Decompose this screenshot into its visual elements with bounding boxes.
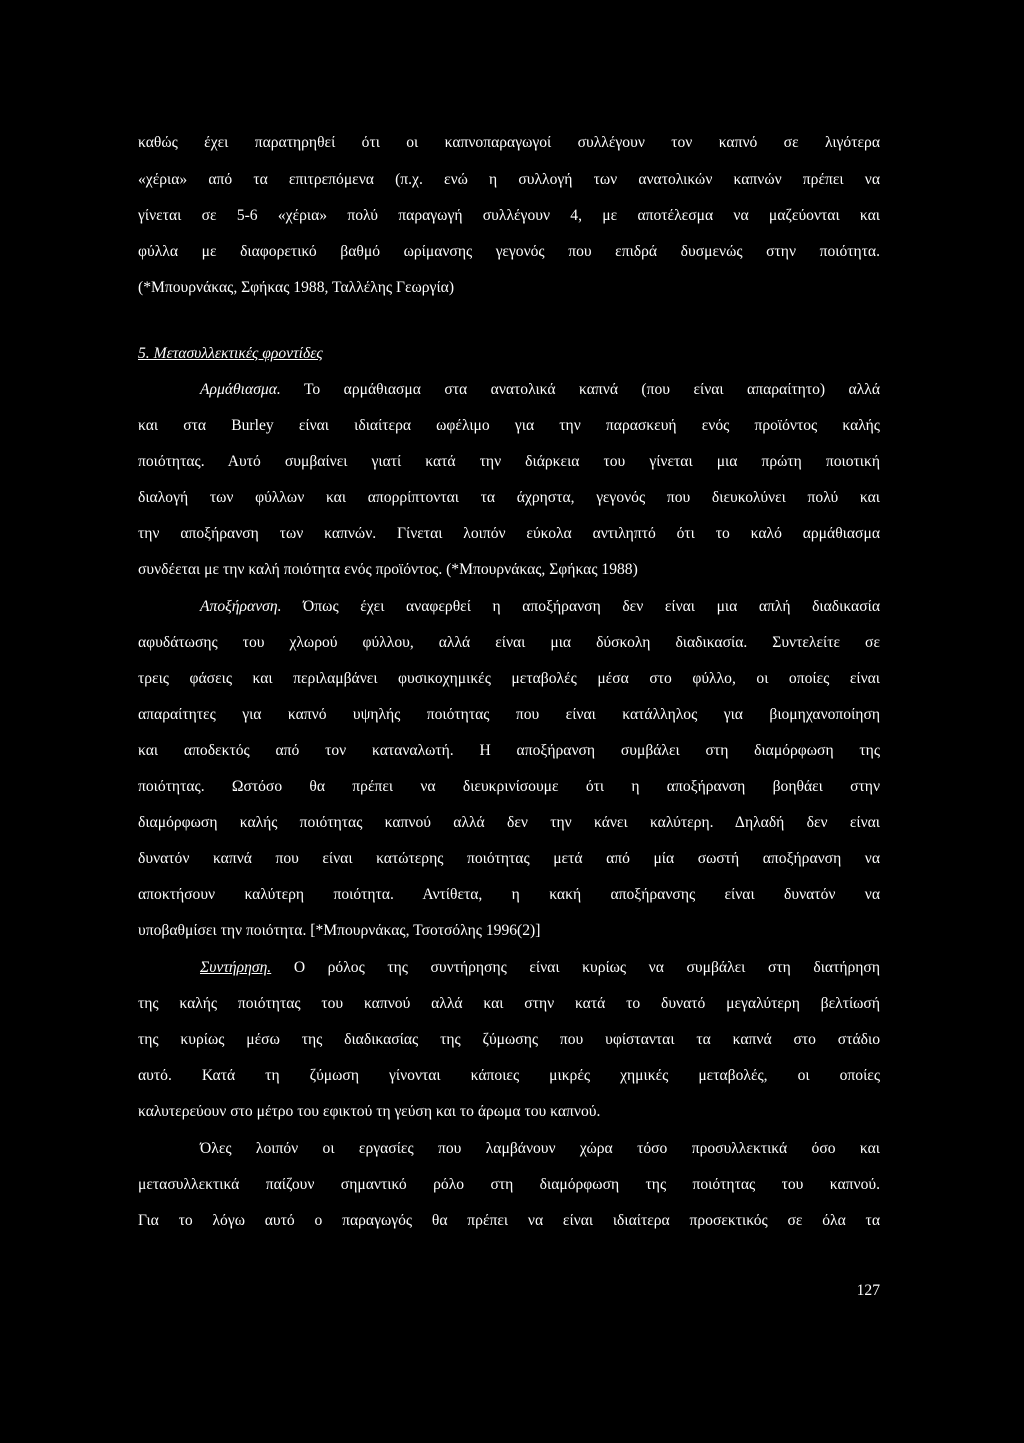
paragraph-line: ποιότητας. Αυτό συμβαίνει γιατί κατά την διάρκεια του γίνεται μια πρώτη ποιοτική bbox=[138, 453, 880, 470]
subsection-term: Συντήρηση. bbox=[200, 959, 272, 976]
citation: (*Μπουρνάκας, Σφήκας 1988, Ταλλέλης Γεωργία) bbox=[138, 279, 455, 296]
subsection-text: Ο ρόλος της συντήρησης είναι κυρίως να συμβάλει στη διατήρηση bbox=[293, 959, 880, 976]
paragraph-line: της κυρίως μέσω της διαδικασίας της ζύμωσης που υφίστανται τα καπνά στο στάδιο bbox=[138, 1031, 880, 1048]
paragraph-line: απαραίτητες για καπνό υψηλής ποιότητας που είναι κατάλληλος για βιομηχανοποίηση bbox=[138, 706, 880, 723]
paragraph-line: Όλες λοιπόν οι εργασίες που λαμβάνουν χώρα τόσο προσυλλεκτικά όσο και bbox=[200, 1140, 880, 1157]
paragraph-line: διαμόρφωση καλής ποιότητας καπνού αλλά δεν την κάνει καλύτερη. Δηλαδή δεν είναι bbox=[138, 814, 880, 831]
paragraph-line: και αποδεκτός από τον καταναλωτή. Η αποξήρανση συμβάλει στη διαμόρφωση της bbox=[138, 742, 880, 759]
paragraph-line: ποιότητας. Ωστόσο θα πρέπει να διευκρινίσουμε ότι η αποξήρανση βοηθάει στην bbox=[138, 778, 880, 795]
page-number: 127 bbox=[856, 1282, 880, 1299]
paragraph-line: τρεις φάσεις και περιλαμβάνει φυσικοχημικές μεταβολές μέσα στο φύλλο, οι οποίες είναι bbox=[138, 670, 880, 687]
subsection-text: Το αρμάθιασμα στα ανατολικά καπνά (που είναι απαραίτητο) αλλά bbox=[303, 381, 880, 398]
paragraph-line: καθώς έχει παρατηρηθεί ότι οι καπνοπαραγωγοί συλλέγουν τον καπνό σε λιγότερα bbox=[138, 134, 880, 151]
paragraph-line: την αποξήρανση των καπνών. Γίνεται λοιπόν εύκολα αντιληπτό ότι το καλό αρμάθιασμα bbox=[138, 525, 880, 542]
paragraph-line: της καλής ποιότητας του καπνού αλλά και στην κατά το δυνατό μεγαλύτερη βελτίωσή bbox=[138, 995, 880, 1012]
paragraph-line: αποκτήσουν καλύτερη ποιότητα. Αντίθετα, η κακή αποξήρανσης είναι δυνατόν να bbox=[138, 886, 880, 903]
paragraph-line: δυνατόν καπνά που είναι κατώτερης ποιότητας μετά από μία σωστή αποξήρανση να bbox=[138, 850, 880, 867]
paragraph-line: αυτό. Κατά τη ζύμωση γίνονται κάποιες μικρές χημικές μεταβολές, οι οποίες bbox=[138, 1067, 880, 1084]
paragraph-line: αφυδάτωσης του χλωρού φύλλου, αλλά είναι μια δύσκολη διαδικασία. Συντελείτε σε bbox=[138, 634, 880, 651]
subsection-term: Αρμάθιασμα. bbox=[200, 381, 281, 398]
subsection-text: Όπως έχει αναφερθεί η αποξήρανση δεν είναι μια απλή διαδικασία bbox=[303, 598, 880, 615]
paragraph-line: μετασυλλεκτικά παίζουν σημαντικό ρόλο στη διαμόρφωση της ποιότητας του καπνού. bbox=[138, 1176, 880, 1193]
paragraph-line: γίνεται σε 5-6 «χέρια» πολύ παραγωγή συλλέγουν 4, με αποτέλεσμα να μαζεύονται και bbox=[138, 207, 880, 224]
paragraph-line: συνδέεται με την καλή ποιότητα ενός προϊόντος. (*Μπουρνάκας, Σφήκας 1988) bbox=[138, 561, 638, 578]
paragraph-line: «χέρια» από τα επιτρεπόμενα (π.χ. ενώ η συλλογή των ανατολικών καπνών πρέπει να bbox=[138, 171, 880, 188]
subsection-first-line bbox=[200, 597, 880, 617]
paragraph-line: καλυτερεύουν στο μέτρο του εφικτού τη γεύση και το άρωμα του καπνού. bbox=[138, 1103, 601, 1120]
subsection-first-line bbox=[200, 958, 880, 978]
subsection-term: Αποξήρανση. bbox=[200, 598, 282, 615]
paragraph-line: φύλλα με διαφορετικό βαθμό ωρίμανσης γεγονός που επιδρά δυσμενώς στην ποιότητα. bbox=[138, 243, 880, 260]
paragraph-line: υποβαθμίσει την ποιότητα. [*Μπουρνάκας, Τσοτσόλης 1996(2)] bbox=[138, 922, 541, 939]
paragraph-line: και στα Burley είναι ιδιαίτερα ωφέλιμο για την παρασκευή ενός προϊόντος καλής bbox=[138, 417, 880, 434]
paragraph-line: διαλογή των φύλλων και απορρίπτονται τα άχρηστα, γεγονός που διευκολύνει πολύ και bbox=[138, 489, 880, 506]
subsection-first-line bbox=[200, 380, 880, 400]
section-heading: 5. Μετασυλλεκτικές φροντίδες bbox=[138, 345, 323, 362]
paragraph-line: Για το λόγω αυτό ο παραγωγός θα πρέπει να είναι ιδιαίτερα προσεκτικός σε όλα τα bbox=[138, 1212, 880, 1229]
